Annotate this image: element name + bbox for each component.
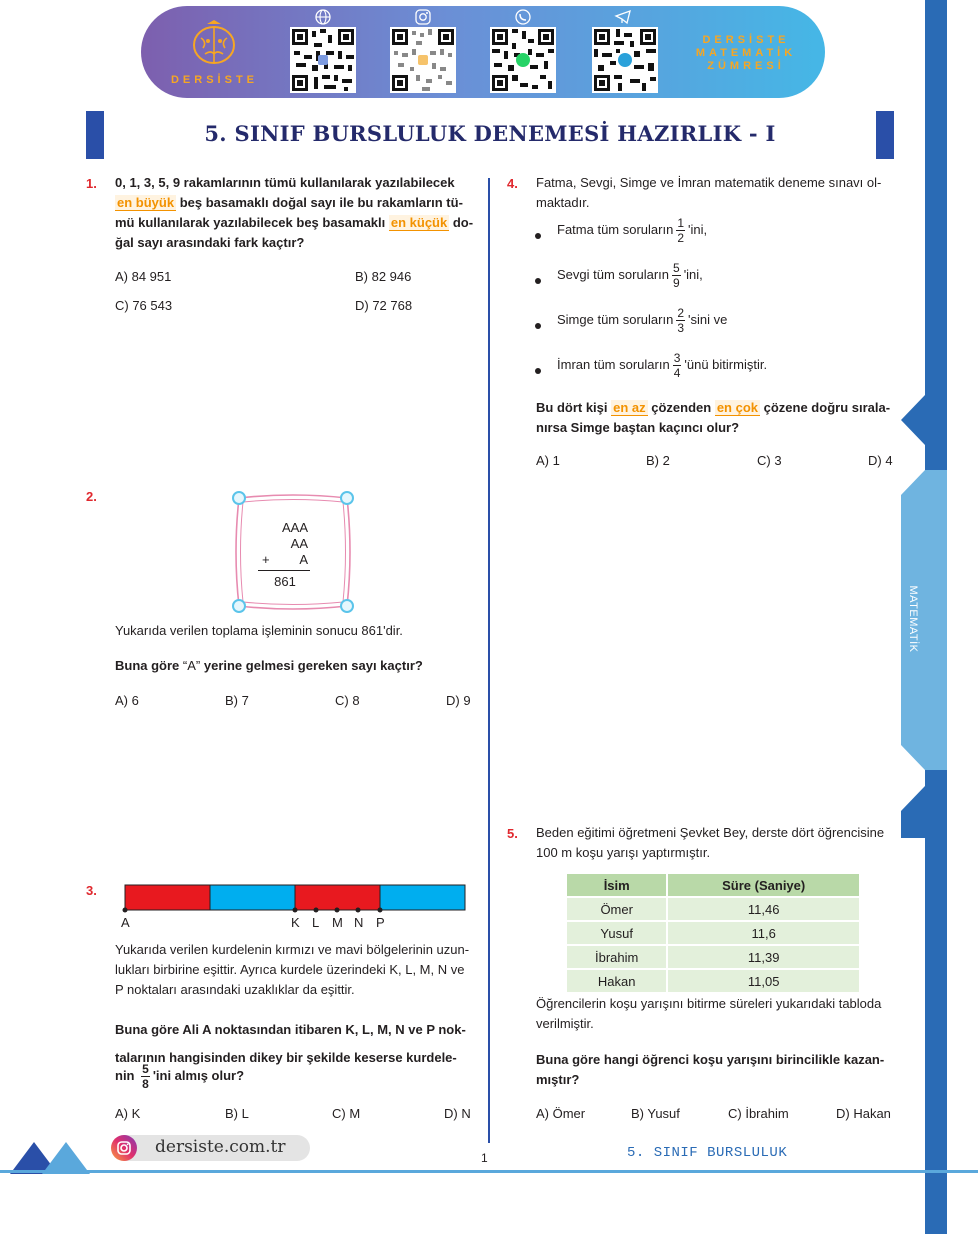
table-row xyxy=(567,897,860,921)
fraction xyxy=(672,261,681,290)
question-number: 1. xyxy=(86,176,97,191)
question-2-question xyxy=(115,656,423,676)
question-number: 2. xyxy=(86,489,97,504)
title-bar-left xyxy=(86,111,104,159)
zumre-label xyxy=(690,34,802,73)
table-cell: 11,05 xyxy=(667,969,860,993)
fraction xyxy=(676,306,685,335)
text-span: Buna göre xyxy=(115,658,183,673)
denominator: 2 xyxy=(677,231,685,245)
fraction xyxy=(676,216,685,245)
question-4-question xyxy=(536,398,896,438)
qr-code-instagram[interactable] xyxy=(390,27,456,93)
fraction xyxy=(141,1062,150,1091)
point-label-k: K xyxy=(291,915,300,930)
table-cell: 11,46 xyxy=(667,897,860,921)
whatsapp-icon xyxy=(514,8,532,26)
bullet-point xyxy=(535,368,541,374)
option-b[interactable]: B) L xyxy=(225,1106,249,1121)
text-line: Fatma, Sevgi, Simge ve İmran matematik deneme sınavı ol- xyxy=(536,175,882,190)
highlight: en büyük xyxy=(117,195,175,210)
text-line: mıştır? xyxy=(536,1072,580,1087)
option-d[interactable]: D) 4 xyxy=(868,453,893,468)
numerator: 3 xyxy=(673,351,681,365)
text-span: 'sini ve xyxy=(688,311,728,327)
option-d[interactable]: D) 9 xyxy=(446,693,471,708)
highlight: en az xyxy=(613,400,646,415)
text-span: do- xyxy=(449,215,474,230)
bullet-item xyxy=(557,306,727,335)
point-marker xyxy=(356,908,361,913)
bullet-item xyxy=(557,216,707,245)
table-cell: İbrahim xyxy=(567,945,667,969)
text-line: ğal sayı arasındaki fark kaçtır? xyxy=(115,235,305,250)
page-title: 5. SINIF BURSLULUK DENEMESİ HAZIRLIK - I xyxy=(204,121,776,146)
title-bar-right xyxy=(876,111,894,159)
column-header: Süre (Saniye) xyxy=(667,874,860,897)
brand-name: DERSİSTE xyxy=(170,74,258,86)
text-line xyxy=(536,398,896,418)
text-line: talarının hangisinden dikey bir şekilde keserse kurdele- xyxy=(115,1050,457,1065)
highlight: en çok xyxy=(716,400,759,415)
addend-row xyxy=(262,552,308,568)
bullet-item xyxy=(557,261,703,290)
text-span: nin xyxy=(115,1067,135,1083)
point-label-p: P xyxy=(376,915,385,930)
text-line: P noktaları arasındaki uzaklıklar da eşittir. xyxy=(115,982,355,997)
text-span: çözene doğru sırala- xyxy=(760,400,891,415)
question-number: 5. xyxy=(507,826,518,841)
option-c[interactable]: C) M xyxy=(332,1106,361,1121)
instagram-icon xyxy=(414,8,432,26)
addend: A xyxy=(299,552,308,567)
addend: AAA xyxy=(281,520,308,535)
text-line xyxy=(115,213,475,233)
ribbon-red-segment xyxy=(295,885,380,910)
column-header: İsim xyxy=(567,874,667,897)
option-d[interactable]: D) N xyxy=(444,1106,471,1121)
table-row xyxy=(567,945,860,969)
text-span: Bu dört kişi xyxy=(536,400,612,415)
table-cell: Ömer xyxy=(567,897,667,921)
sum-value: 861 xyxy=(274,574,296,589)
option-a[interactable]: A) K xyxy=(115,1106,141,1121)
bullet-point xyxy=(535,233,541,239)
option-c[interactable]: C) 8 xyxy=(335,693,360,708)
ribbon-blue-segment xyxy=(380,885,465,910)
table-row xyxy=(567,969,860,993)
fraction xyxy=(673,351,682,380)
text-line: verilmiştir. xyxy=(536,1016,594,1031)
site-url[interactable]: dersiste.com.tr xyxy=(155,1137,286,1157)
option-c[interactable]: C) İbrahim xyxy=(728,1106,789,1121)
zumre-line: MATEMATİK xyxy=(695,47,797,59)
text-span: 'ini, xyxy=(683,266,703,282)
text-line: 100 m koşu yarışı yaptırmıştır. xyxy=(536,845,711,860)
option-c[interactable]: C) 76 543 xyxy=(115,298,173,313)
text-span: 'ünü bitirmiştir. xyxy=(684,356,768,372)
text-line: Yukarıda verilen kurdelenin kırmızı ve mavi bölgelerinin uzun- xyxy=(115,942,470,957)
table-cell: 11,39 xyxy=(667,945,860,969)
option-d[interactable]: D) 72 768 xyxy=(355,298,413,313)
numerator: 5 xyxy=(673,261,680,275)
text-line: lukları birbirine eşittir. Ayrıca kurdele üzerindeki K, L, M, N ve xyxy=(115,962,465,977)
text-span: 'ini, xyxy=(688,221,708,237)
text-line: nırsa Simge baştan kaçıncı olur? xyxy=(536,420,740,435)
table-row xyxy=(567,921,860,945)
sum-line xyxy=(258,570,310,571)
footer-exam-label: 5. SINIF BURSLULUK xyxy=(627,1145,788,1161)
denominator: 9 xyxy=(673,276,680,290)
denominator: 8 xyxy=(142,1077,149,1091)
question-number: 3. xyxy=(86,883,97,898)
table-header-row xyxy=(567,874,860,897)
question-5-after xyxy=(536,994,906,1034)
page-number: 1 xyxy=(481,1151,488,1165)
table-cell: Yusuf xyxy=(567,921,667,945)
zumre-line: ZÜMRESİ xyxy=(707,60,785,72)
denominator: 3 xyxy=(677,321,685,335)
text-span: Fatma tüm soruların xyxy=(557,221,674,237)
plus-sign: + xyxy=(262,552,270,567)
instagram-icon xyxy=(110,1134,138,1162)
question-3-question-end xyxy=(115,1062,244,1091)
column-divider xyxy=(488,178,490,1143)
text-line: maktadır. xyxy=(536,195,590,210)
option-a[interactable]: A) 6 xyxy=(115,693,139,708)
text-span: Sevgi tüm soruların xyxy=(557,266,669,282)
question-1-text xyxy=(115,173,475,253)
numerator: 5 xyxy=(142,1062,149,1076)
option-a[interactable]: A) 1 xyxy=(536,453,560,468)
globe-icon xyxy=(314,8,332,26)
numerator: 1 xyxy=(677,216,685,230)
text-span: İmran tüm soruların xyxy=(557,356,670,372)
question-2-text: Yukarıda verilen toplama işleminin sonucu 861'dir. xyxy=(115,623,403,638)
addend: AA xyxy=(290,536,308,551)
text-line: Öğrencilerin koşu yarışını bitirme süreleri yukarıdaki tabloda xyxy=(536,996,882,1011)
ribbon-red-segment xyxy=(125,885,210,910)
point-label-m: M xyxy=(332,915,343,930)
table-cell: 11,6 xyxy=(667,921,860,945)
highlight: en küçük xyxy=(390,215,448,230)
qr-code-telegram[interactable] xyxy=(592,27,658,93)
point-marker xyxy=(293,908,298,913)
point-label-n: N xyxy=(354,915,364,930)
bullet-item xyxy=(557,351,767,380)
question-number: 4. xyxy=(507,176,518,191)
footer-line xyxy=(0,1170,978,1173)
addition-operation xyxy=(262,520,308,568)
text-line: 0, 1, 3, 5, 9 rakamlarının tümü kullanılarak yazılabilecek xyxy=(115,175,455,190)
text-span: beş basamaklı doğal sayı ile bu rakamların tü- xyxy=(176,195,463,210)
text-line: Buna göre hangi öğrenci koşu yarışını birincilikle kazan- xyxy=(536,1052,885,1067)
text-span: “A” xyxy=(182,658,201,673)
text-line xyxy=(115,193,475,213)
side-tab-top xyxy=(901,395,947,445)
side-tab-bottom xyxy=(901,786,947,838)
text-span: Simge tüm soruların xyxy=(557,311,674,327)
telegram-icon xyxy=(614,8,632,26)
text-line: Beden eğitimi öğretmeni Şevket Bey, derste dört öğrencisine xyxy=(536,825,885,840)
option-c[interactable]: C) 3 xyxy=(757,453,782,468)
race-times-table xyxy=(567,874,861,994)
text-span: yerine gelmesi gereken sayı kaçtır? xyxy=(200,658,423,673)
question-5-question xyxy=(536,1050,906,1090)
text-span: 'ini almış olur? xyxy=(152,1067,245,1083)
text-line: Buna göre Ali A noktasından itibaren K, L, M, N ve P nok- xyxy=(115,1022,466,1037)
bullet-point xyxy=(535,278,541,284)
option-b[interactable]: B) 7 xyxy=(225,693,249,708)
qr-code-website[interactable] xyxy=(290,27,356,93)
text-span: mü kullanılarak yazılabilecek beş basamaklı xyxy=(115,215,389,230)
point-label-l: L xyxy=(312,915,320,930)
point-marker xyxy=(314,908,319,913)
question-4-intro xyxy=(536,173,896,213)
brain-logo-icon xyxy=(189,18,239,68)
point-marker xyxy=(378,908,383,913)
point-marker xyxy=(335,908,340,913)
point-marker xyxy=(123,908,128,913)
option-b[interactable]: B) Yusuf xyxy=(631,1106,680,1121)
bullet-point xyxy=(535,323,541,329)
question-3-text xyxy=(115,940,480,1000)
numerator: 2 xyxy=(677,306,685,320)
side-label: MATEMATİK xyxy=(907,585,919,653)
question-5-intro xyxy=(536,823,906,863)
point-label-a: A xyxy=(121,915,130,930)
table-cell: Hakan xyxy=(567,969,667,993)
zumre-line: DERSİSTE xyxy=(702,34,790,46)
option-b[interactable]: B) 2 xyxy=(646,453,670,468)
option-d[interactable]: D) Hakan xyxy=(836,1106,891,1121)
option-a[interactable]: A) Ömer xyxy=(536,1106,586,1121)
qr-code-whatsapp[interactable] xyxy=(490,27,556,93)
ribbon-blue-segment xyxy=(210,885,295,910)
option-b[interactable]: B) 82 946 xyxy=(355,269,412,284)
option-a[interactable]: A) 84 951 xyxy=(115,269,172,284)
denominator: 4 xyxy=(673,366,681,380)
text-span: çözenden xyxy=(647,400,715,415)
